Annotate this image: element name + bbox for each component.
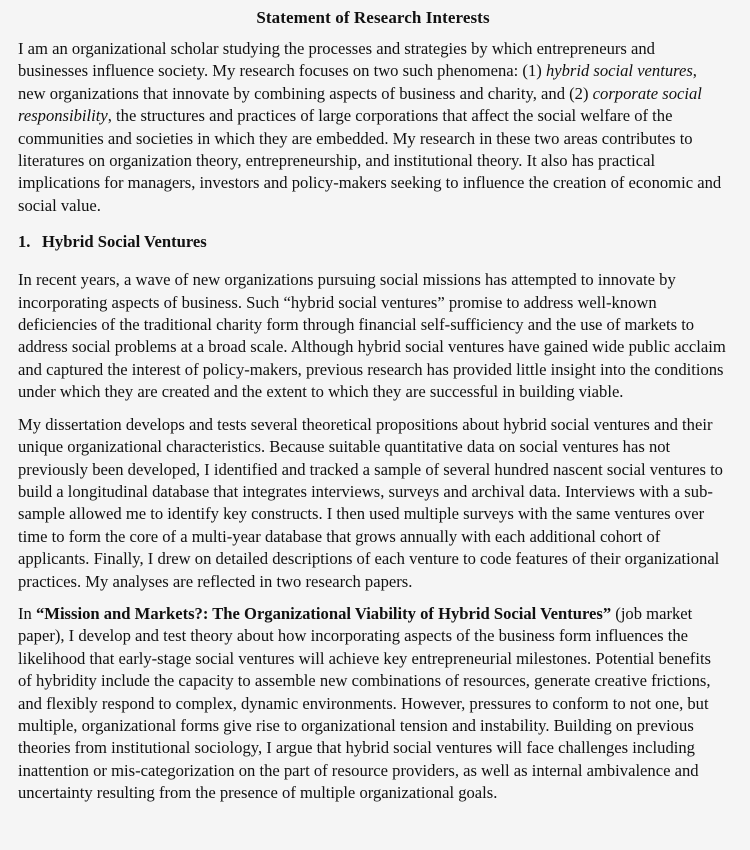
intro-term-csr: corporate social responsibility — [18, 83, 702, 126]
paper-title: “Mission and Markets?: The Organizational Viability of Hybrid Social Ventures” — [35, 603, 612, 623]
section-number: 1. — [18, 232, 31, 252]
section-title: Hybrid Social Ventures — [42, 232, 207, 252]
paragraph-3-lead: In — [18, 603, 36, 623]
intro-text-3: , the structures and practices of large corporations that affect the social welfare of the communities and societies in which they are embedded. My research in these two areas contributes to literatures on organization theory, entrepreneurship, and institutional theory. It also has practical implications for managers, investors and policy-makers seeking to influence the creation of economic and social value. — [18, 106, 722, 215]
section-heading — [18, 232, 728, 252]
intro-text-2: , new organizations that innovate by combining aspects of business and charity, and (2) — [18, 61, 697, 103]
paragraph-3-rest: (job market paper), I develop and test theory about how incorporating aspects of the business form influences the likelihood that early-stage social ventures will achieve key entrepreneurial milestones. Potential benefits of hybridity include the capacity to assemble new combinations of resources, generate creative frictions, and flexibly respond to complex, dynamic environments. However, pressures to conform to not one, but multiple, organizational forms give rise to organizational tension and instability. Building on previous theories from institutional sociology, I argue that hybrid social ventures will face challenges including inattention or mis-categorization on the part of resource providers, as well as internal ambivalence and uncertainty resulting from the presence of multiple organizational goals. — [18, 603, 712, 803]
intro-term-hybrid: hybrid social ventures — [545, 61, 693, 81]
section-paragraph-3 — [18, 603, 728, 805]
document-title: Statement of Research Interests — [256, 8, 490, 27]
section-paragraph-1: In recent years, a wave of new organizations pursuing social missions has attempted to innovate by incorporating aspects of business. Such “hybrid social ventures” promise to address well-known deficiencies of the traditional charity form through financial self-sufficiency and the use of markets to address social problems at a broad scale. Although hybrid social ventures have gained wide public acclaim and captured the interest of policy-makers, previous research has provided little insight into the conditions under which they are created and the extent to which they are successful in building viable. — [18, 270, 726, 402]
intro-text-1: I am an organizational scholar studying the processes and strategies by which entrepreneurs and businesses influence society. My research focuses on two such phenomena: (1) — [18, 39, 655, 81]
section-paragraph-2: My dissertation develops and tests several theoretical propositions about hybrid social ventures and their unique organizational characteristics. Because suitable quantitative data on social ventures has not previously been developed, I identified and tracked a sample of several hundred nascent social ventures to build a longitudinal database that integrates interviews, surveys and archival data. Interviews with a sub-sample allowed me to identify key constructs. I then used multiple surveys with the same ventures over time to form the core of a multi-year database that grows annually with each additional cohort of applicants. Finally, I drew on detailed descriptions of each venture to code features of their organizational practices. My analyses are reflected in two research papers. — [18, 414, 723, 591]
intro-paragraph — [18, 38, 728, 217]
